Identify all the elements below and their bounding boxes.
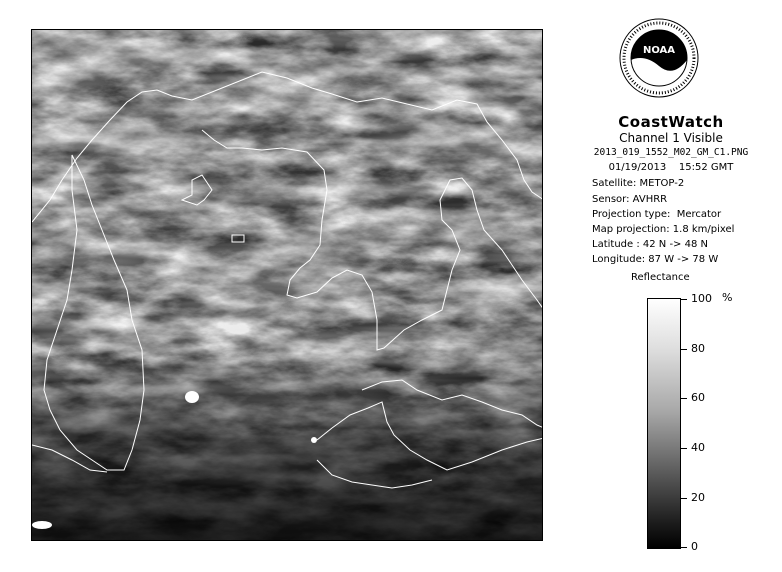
image-filename: 2013_019_1552_M02_GM_C1.PNG — [593, 147, 749, 158]
noaa-logo-text: NOAA — [642, 45, 676, 56]
colorbar-unit: % — [722, 291, 733, 304]
colorbar-tick — [681, 299, 687, 300]
colorbar-tick-label: 20 — [691, 491, 705, 504]
satellite-image — [31, 29, 543, 541]
projection-type-meta: Projection type: Mercator — [592, 209, 722, 220]
colorbar-tick-label: 100 — [691, 292, 712, 305]
sensor-meta: Sensor: AVHRR — [592, 194, 668, 205]
image-datetime: 01/19/2013 15:52 GMT — [608, 162, 734, 173]
reflectance-colorbar — [647, 298, 681, 549]
map-projection-meta: Map projection: 1.8 km/pixel — [592, 224, 735, 235]
colorbar-tick — [681, 498, 687, 499]
satellite-meta: Satellite: METOP-2 — [592, 178, 685, 189]
longitude-meta: Longitude: 87 W -> 78 W — [592, 254, 719, 265]
colorbar-title: Reflectance — [631, 272, 690, 283]
app-title: CoastWatch — [618, 113, 724, 131]
colorbar-tick-label: 40 — [691, 441, 705, 454]
colorbar-tick — [681, 448, 687, 449]
latitude-meta: Latitude : 42 N -> 48 N — [592, 239, 708, 250]
colorbar-tick-label: 80 — [691, 342, 705, 355]
colorbar-tick — [681, 398, 687, 399]
colorbar-tick — [681, 547, 687, 548]
satellite-cloud-map — [32, 30, 543, 541]
colorbar-tick — [681, 349, 687, 350]
colorbar-tick-label: 60 — [691, 391, 705, 404]
channel-label: Channel 1 Visible — [619, 131, 723, 145]
colorbar-tick-label: 0 — [691, 540, 698, 553]
noaa-logo — [619, 18, 699, 98]
